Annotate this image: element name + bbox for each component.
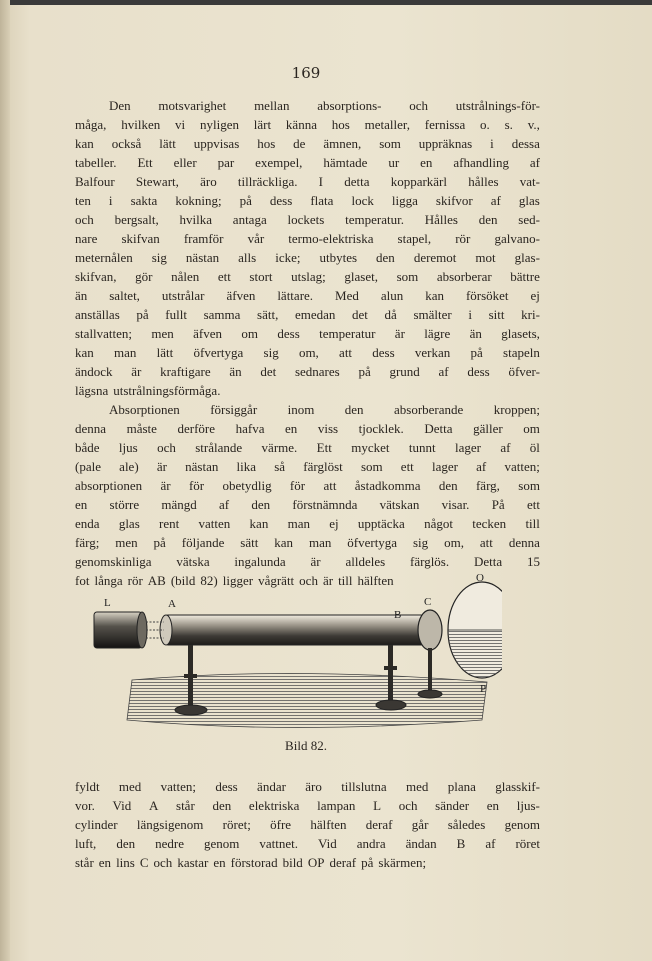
text-block-lower	[75, 777, 540, 872]
label-a: A	[168, 598, 176, 610]
text-line: (pale ale) är nästan lika så färglöst som ett lager af vatten;	[75, 459, 540, 474]
text-line: anställas på fullt samma sätt, emedan det då smälter i sitt kri-	[75, 307, 540, 322]
text-line: ändock är kraftigare än det sednares på grund af dess öfver-	[75, 364, 540, 379]
screen-image-op	[448, 582, 502, 678]
text-line: cylinder längsigenom röret; öfre hälften deraf går således genom	[75, 817, 540, 832]
text-line: meternålen sig nästan alls icke; utbytes den deremot mot glas-	[75, 250, 540, 265]
text-line: fot långa rör AB (bild 82) ligger vågrätt och är till hälften	[75, 573, 394, 588]
page-number: 169	[291, 64, 321, 82]
text-line: lägsna utstrålningsförmåga.	[75, 383, 221, 398]
text-line: fyldt med vatten; dess ändar äro tillslutna med plana glasskif-	[75, 779, 540, 794]
text-line: absorptionen är för obetydlig för att åstadkomma den färg, som	[75, 478, 540, 493]
text-block-upper	[75, 96, 540, 590]
text-line: än saltet, utstrålar äfven lättare. Med alun kan försöket ej	[75, 288, 540, 303]
text-line: måga, hvilken vi nyligen lärt känna hos metaller, fernissa o. s. v.,	[75, 117, 540, 132]
text-line: luft, den nedre genom vattnet. Vid andra ändan B af röret	[75, 836, 540, 851]
text-line: Den motsvarighet mellan absorptions- och utstrålnings-för-	[109, 98, 540, 113]
text-line: både ljus och strålande värme. Ett mycket tunnt lager af öl	[75, 440, 540, 455]
page-gutter	[0, 0, 10, 961]
paragraph-2	[75, 400, 540, 590]
text-line: tabeller. Ett eller par exempel, hämtade ur en afhandling af	[75, 155, 540, 170]
text-line: Absorptionen försiggår inom den absorberande kroppen;	[109, 402, 540, 417]
text-line: enda glas rent vatten kan man ej upptäcka något tecken till	[75, 516, 540, 531]
text-line: skifvan, gör nålen ett stort utslag; glaset, som absorberar bättre	[75, 269, 540, 284]
paragraph-1	[75, 96, 540, 400]
lamp-l	[94, 612, 142, 648]
lens-c	[418, 610, 442, 650]
scan-top-border	[0, 0, 652, 5]
figure-caption: Bild 82.	[285, 738, 327, 753]
text-line: kan man lätt öfvertyga sig om, att dess verkan på stapeln	[75, 345, 540, 360]
lamp-lens	[137, 612, 147, 648]
label-c: C	[424, 596, 432, 608]
text-line: genomskinliga vätska ingalunda är alldeles färglös. Detta 15	[75, 554, 540, 569]
paragraph-3	[75, 777, 540, 872]
text-line: Balfour Stewart, äro tillräckliga. I detta kopparkärl hålles vat-	[75, 174, 540, 189]
text-line: denna måste derföre hafva en viss tjocklek. Detta gäller om	[75, 421, 540, 436]
tube-ab	[164, 615, 426, 645]
figure-82-apparatus	[92, 570, 502, 735]
text-line: nare skifvan framför vår termo-elektriska stapel, rör galvano-	[75, 231, 540, 246]
text-line: färg; men på följande sätt kan man öfvertyga sig om, att denna	[75, 535, 540, 550]
text-line: en större mängd af den förstnämnda vätskan visar. På ett	[75, 497, 540, 512]
text-line: kan också lätt uppvisas hos de ämnen, som uppräknas i dessa	[75, 136, 540, 151]
text-line: och bergsalt, hvilka antaga lockets temperatur. Hålles den sed-	[75, 212, 540, 227]
label-b: B	[394, 609, 402, 621]
text-line: ten i sakta kokning; på dess flata lock ligga skifvor af glas	[75, 193, 540, 208]
label-l: L	[104, 597, 111, 609]
text-line: stallvatten; men äfven om dess temperatur är lägre än glasets,	[75, 326, 540, 341]
text-line: står en lins C och kastar en förstorad bild OP deraf på skärmen;	[75, 855, 427, 870]
label-p: P	[480, 683, 487, 695]
table-base	[127, 673, 487, 727]
text-line: vor. Vid A står den elektriska lampan L och sänder en ljus-	[75, 798, 540, 813]
label-o: O	[476, 572, 484, 584]
